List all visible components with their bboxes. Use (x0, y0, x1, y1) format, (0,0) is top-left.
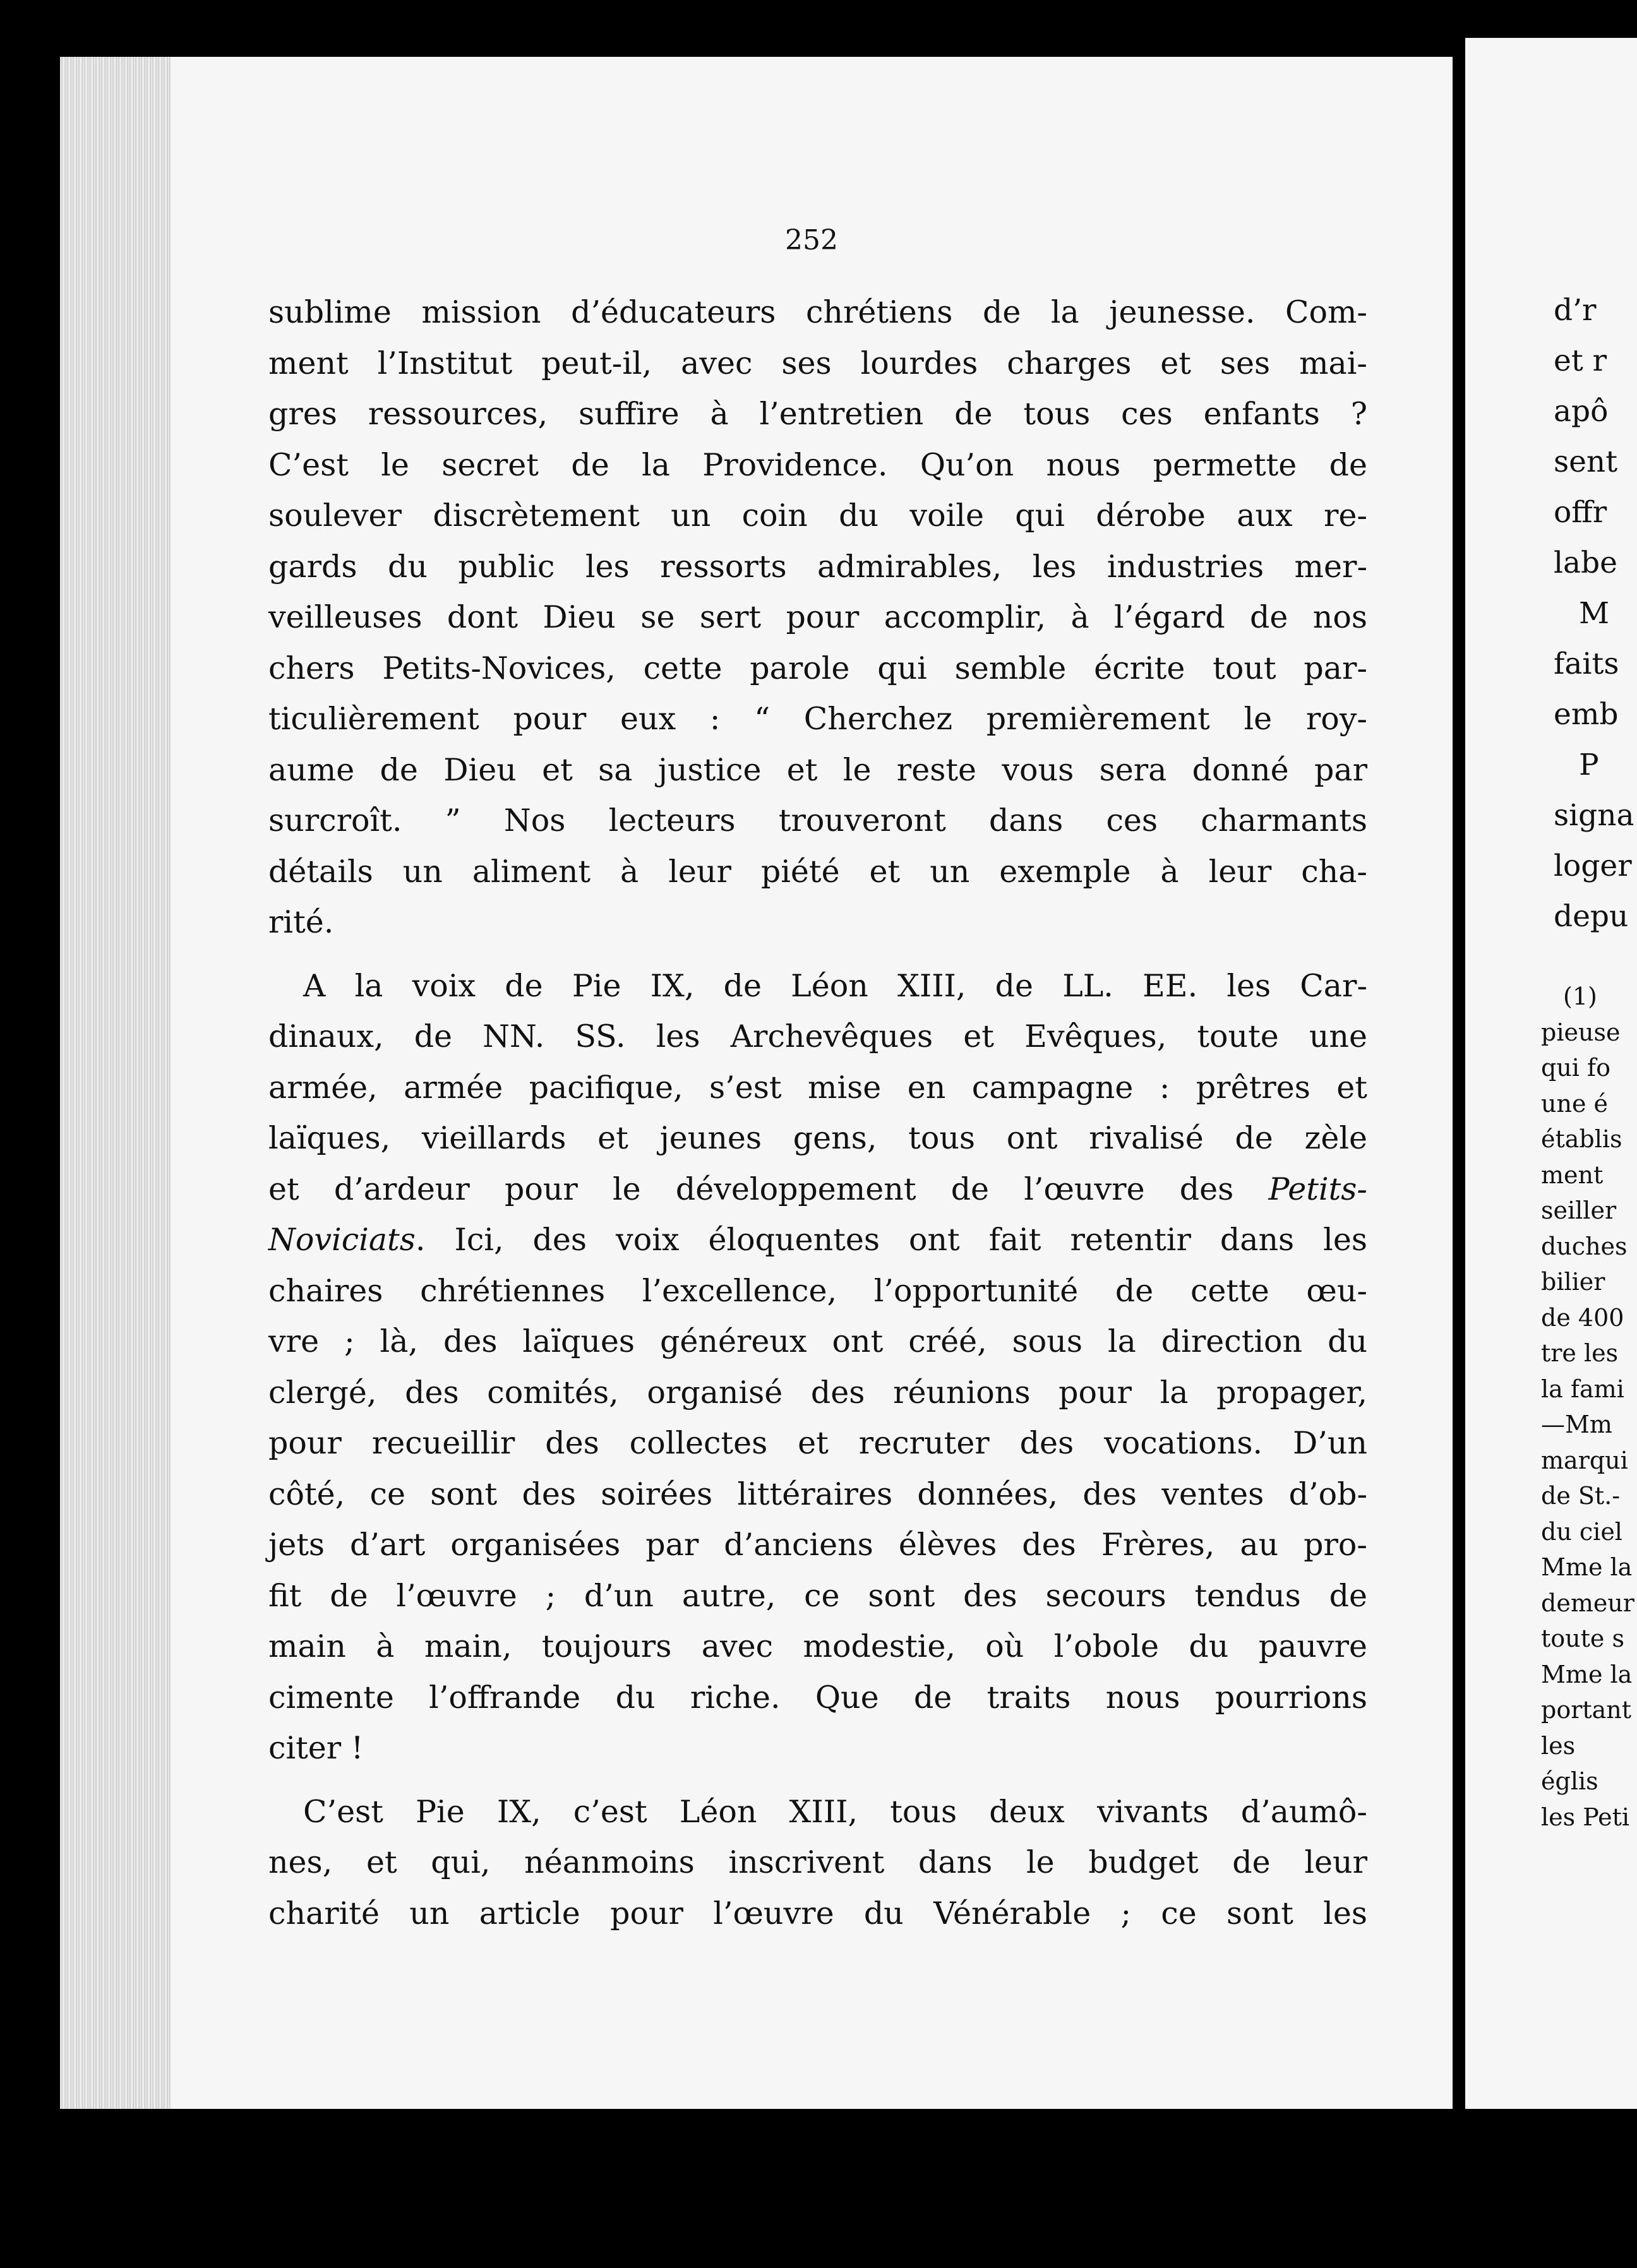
text-line: Noviciats. Ici, des voix éloquentes ont fait retentir dans les (268, 1222, 1367, 1258)
text-line: (1) (1563, 982, 1597, 1010)
text-line: aume de Dieu et sa justice et le reste vous sera donné par (268, 751, 1367, 788)
text-line: P (1579, 748, 1599, 782)
text-line: gres ressources, suffire à l’entretien de tous ces enfants ? (268, 396, 1367, 432)
text-line: C’est le secret de la Providence. Qu’on nous permette de (268, 446, 1367, 483)
text-line: signa (1554, 798, 1634, 833)
page-number: 252 (785, 224, 838, 256)
text-line: de St.- (1541, 1482, 1621, 1510)
text-line: établis (1541, 1125, 1622, 1153)
text-line: et d’ardeur pour le développement de l’œuvre des Petits- (268, 1171, 1367, 1207)
right-page (1465, 38, 1637, 2109)
text-line: fit de l’œuvre ; d’un autre, ce sont des secours tendus de (268, 1577, 1367, 1614)
right-page-footnotes (1541, 979, 1637, 1835)
text-line: sent (1554, 445, 1618, 479)
text-line: armée, armée pacifique, s’est mise en campagne : prêtres et (268, 1069, 1367, 1106)
text-line: demeur (1541, 1589, 1634, 1617)
text-line: soulever discrètement un coin du voile qui dérobe aux re- (268, 498, 1367, 534)
text-line: clergé, des comités, organisé des réunions pour la propager, (268, 1374, 1367, 1411)
text-line: pour recueillir des collectes et recruter des vocations. D’un (268, 1425, 1367, 1461)
paragraph-2 (268, 961, 1367, 1774)
body-text (268, 287, 1367, 1939)
book-page-edges (60, 57, 180, 2109)
text-line: ment l’Institut peut-il, avec ses lourdes charges et ses mai- (268, 345, 1367, 381)
text-line: offr (1554, 495, 1607, 530)
text-line: A la voix de Pie IX, de Léon XIII, de LL. EE. les Car- (303, 967, 1367, 1004)
text-line: Mme la (1541, 1553, 1633, 1581)
text-line: citer ! (268, 1730, 364, 1766)
text-line: du ciel (1541, 1517, 1622, 1546)
text-line: —Mm (1541, 1411, 1612, 1438)
text-line: charité un article pour l’œuvre du Vénérable ; ce sont les (268, 1895, 1367, 1931)
paragraph-1 (268, 287, 1367, 948)
text-line: détails un aliment à leur piété et un exemple à leur cha- (268, 853, 1367, 890)
text-line: ticulièrement pour eux : “ Cherchez premièrement le roy- (268, 701, 1367, 737)
text-line: tre les (1541, 1339, 1619, 1367)
text-line: qui fo (1541, 1054, 1610, 1082)
text-line: main à main, toujours avec modestie, où l’obole du pauvre (268, 1628, 1367, 1664)
text-line: marqui (1541, 1446, 1628, 1474)
text-line: chaires chrétiennes l’excellence, l’opportunité de cette œu- (268, 1272, 1367, 1309)
text-line: ment (1541, 1161, 1604, 1189)
right-page-lines (1554, 285, 1634, 942)
text-line: les Peti (1541, 1803, 1629, 1831)
text-line: depu (1554, 899, 1629, 934)
text-line: jets d’art organisées par d’anciens élèves des Frères, au pro- (268, 1527, 1367, 1563)
text-line: la fami (1541, 1375, 1624, 1403)
text-line: faits (1554, 647, 1619, 681)
paragraph-3 (268, 1787, 1367, 1940)
text-line: emb (1554, 697, 1619, 732)
text-line: Mme la (1541, 1660, 1633, 1688)
text-line: surcroît. ” Nos lecteurs trouveront dans ces charmants (268, 803, 1367, 839)
text-line: toute s (1541, 1625, 1624, 1652)
text-line: pieuse (1541, 1018, 1621, 1046)
text-line: cimente l’offrande du riche. Que de traits nous pourrions (268, 1679, 1367, 1716)
text-line: une é (1541, 1089, 1609, 1118)
text-line: gards du public les ressorts admirables, les industries mer- (268, 548, 1367, 585)
text-line: bilier (1541, 1268, 1605, 1296)
text-line: laïques, vieillards et jeunes gens, tous ont rivalisé de zèle (268, 1120, 1367, 1156)
text-line: les églis (1541, 1731, 1598, 1795)
text-line: apô (1554, 394, 1609, 429)
page-gutter (1453, 38, 1465, 2109)
text-line: veilleuses dont Dieu se sert pour accomplir, à l’égard de nos (268, 599, 1367, 635)
text-line: C’est Pie IX, c’est Léon XIII, tous deux vivants d’aumô- (303, 1793, 1367, 1830)
text-line: rité. (268, 904, 334, 940)
text-line: sublime mission d’éducateurs chrétiens de la jeunesse. Com- (268, 294, 1367, 330)
text-line: d’r (1554, 293, 1597, 328)
text-line: seiller (1541, 1197, 1617, 1224)
text-line: loger (1554, 849, 1632, 883)
text-line: chers Petits-Novices, cette parole qui semble écrite tout par- (268, 650, 1367, 686)
text-line: côté, ce sont des soirées littéraires données, des ventes d’ob- (268, 1476, 1367, 1512)
text-line: nes, et qui, néanmoins inscrivent dans le budget de leur (268, 1844, 1367, 1880)
text-line: portant (1541, 1696, 1632, 1724)
text-line: vre ; là, des laïques généreux ont créé, sous la direction du (268, 1323, 1367, 1359)
text-line: duches (1541, 1232, 1628, 1260)
text-line: dinaux, de NN. SS. les Archevêques et Evêques, toute une (268, 1018, 1367, 1054)
text-line: M (1579, 596, 1610, 631)
text-line: et r (1554, 343, 1607, 378)
text-line: de 400 (1541, 1303, 1624, 1332)
text-line: labe (1554, 546, 1617, 580)
